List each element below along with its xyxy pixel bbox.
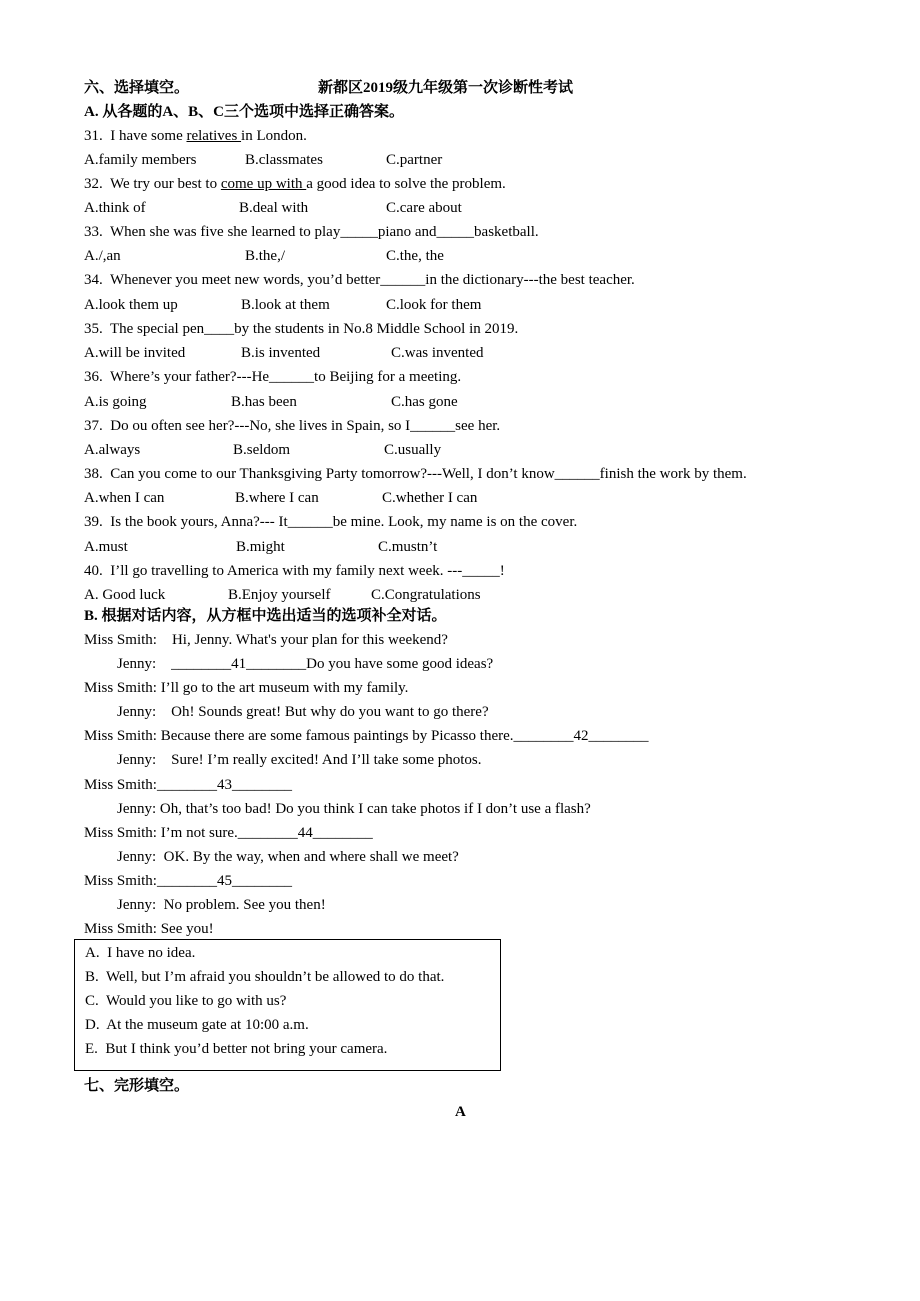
question-text: Is the book yours, Anna?--- It______be mine. Look, my name is on the cover. [110, 514, 578, 530]
dialogue-line: Jenny: No problem. See you then! [117, 897, 326, 913]
option-c: C.was invented [391, 345, 484, 361]
option-a: A.family members [84, 152, 197, 168]
question-32 [84, 174, 506, 194]
dialogue-line: Jenny: ________41________Do you have some good ideas? [117, 656, 494, 672]
option-c: C.usually [384, 442, 442, 458]
section-6-heading: 六、选择填空。 [84, 80, 190, 96]
question-38 [84, 464, 747, 484]
question-36 [84, 367, 461, 387]
dialogue-line: Miss Smith: Hi, Jenny. What's your plan for this weekend? [84, 632, 448, 648]
question-text: Do ou often see her?---No, she lives in Spain, so I______see her. [110, 418, 501, 434]
option-c: C.Congratulations [371, 587, 481, 603]
question-number: 39. [84, 514, 103, 530]
option-c: C.the, the [386, 248, 444, 264]
passage-label: A [455, 1104, 466, 1120]
box-option-c: C. Would you like to go with us? [85, 993, 287, 1009]
option-b: B.deal with [239, 200, 309, 216]
option-a: A./,an [84, 248, 121, 264]
option-b: B.has been [231, 394, 297, 410]
question-33 [84, 222, 539, 242]
option-a: A.always [84, 442, 141, 458]
box-option-a: A. I have no idea. [85, 945, 196, 961]
option-c: C.whether I can [382, 490, 478, 506]
question-text: Where’s your father?---He______to Beijing for a meeting. [109, 369, 462, 385]
box-option-b: B. Well, but I’m afraid you shouldn’t be allowed to do that. [85, 969, 445, 985]
option-b: B.Enjoy yourself [228, 587, 331, 603]
dialogue-line: Miss Smith: Because there are some famous paintings by Picasso there.________42________ [84, 728, 649, 744]
question-37 [84, 416, 500, 436]
question-text: When she was five she learned to play_____piano and_____basketball. [109, 224, 539, 240]
option-a: A. Good luck [84, 587, 166, 603]
question-number: 33. [84, 224, 103, 240]
option-b: B.is invented [241, 345, 321, 361]
question-number: 34. [84, 272, 103, 288]
underlined-phrase: come up with [220, 176, 307, 192]
question-text: Can you come to our Thanksgiving Party tomorrow?---Well, I don’t know______finish the work by them. [110, 466, 747, 482]
question-31 [84, 126, 307, 146]
part-a-instruction: A. 从各题的A、B、C三个选项中选择正确答案。 [84, 104, 405, 120]
option-c: C.care about [386, 200, 462, 216]
option-a: A.must [84, 539, 128, 555]
option-b: B.the,/ [245, 248, 285, 264]
question-number: 32. [84, 176, 103, 192]
option-b: B.where I can [235, 490, 319, 506]
question-text: I’ll go travelling to America with my family next week. ---_____! [110, 563, 505, 579]
dialogue-line: Miss Smith: See you! [84, 921, 214, 937]
part-b-instruction: B. 根据对话内容，从方框中选出适当的选项补全对话。 [84, 608, 447, 624]
section-7-heading: 七、完形填空。 [84, 1078, 190, 1094]
option-c: C.partner [386, 152, 443, 168]
option-a: A.is going [84, 394, 147, 410]
exam-title: 新都区2019级九年级第一次诊断性考试 [318, 80, 574, 96]
option-a: A.look them up [84, 297, 178, 313]
option-c: C.has gone [391, 394, 458, 410]
question-number: 40. [84, 563, 103, 579]
question-text: We try our best to [109, 176, 221, 192]
option-a: A.think of [84, 200, 146, 216]
question-text: in London. [241, 128, 307, 144]
dialogue-line: Miss Smith: I’ll go to the art museum with my family. [84, 680, 409, 696]
question-39 [84, 512, 577, 532]
box-option-d: D. At the museum gate at 10:00 a.m. [85, 1017, 309, 1033]
dialogue-line: Jenny: OK. By the way, when and where shall we meet? [117, 849, 459, 865]
option-c: C.mustn’t [378, 539, 438, 555]
underlined-phrase: relatives [186, 128, 242, 144]
question-40 [84, 561, 505, 581]
dialogue-line: Jenny: Oh, that’s too bad! Do you think I can take photos if I don’t use a flash? [117, 801, 591, 817]
dialogue-line: Miss Smith: I’m not sure.________44________ [84, 825, 373, 841]
option-b: B.might [236, 539, 285, 555]
question-number: 35. [84, 321, 103, 337]
dialogue-line: Miss Smith:________43________ [84, 777, 292, 793]
question-number: 36. [84, 369, 103, 385]
option-b: B.look at them [241, 297, 330, 313]
question-text: The special pen____by the students in No.8 Middle School in 2019. [109, 321, 519, 337]
question-35 [84, 319, 518, 339]
question-number: 31. [84, 128, 103, 144]
option-a: A.will be invited [84, 345, 186, 361]
dialogue-line: Jenny: Sure! I’m really excited! And I’ll take some photos. [117, 752, 482, 768]
question-number: 38. [84, 466, 103, 482]
question-34 [84, 270, 635, 290]
question-text: a good idea to solve the problem. [306, 176, 506, 192]
option-c: C.look for them [386, 297, 482, 313]
option-b: B.seldom [233, 442, 291, 458]
option-b: B.classmates [245, 152, 323, 168]
box-option-e: E. But I think you’d better not bring your camera. [85, 1041, 388, 1057]
question-text: Whenever you meet new words, you’d better______in the dictionary---the best teacher. [109, 272, 635, 288]
dialogue-line: Jenny: Oh! Sounds great! But why do you want to go there? [117, 704, 489, 720]
question-number: 37. [84, 418, 103, 434]
question-text: I have some [110, 128, 187, 144]
options-box [74, 939, 501, 1071]
option-a: A.when I can [84, 490, 165, 506]
dialogue-line: Miss Smith:________45________ [84, 873, 292, 889]
